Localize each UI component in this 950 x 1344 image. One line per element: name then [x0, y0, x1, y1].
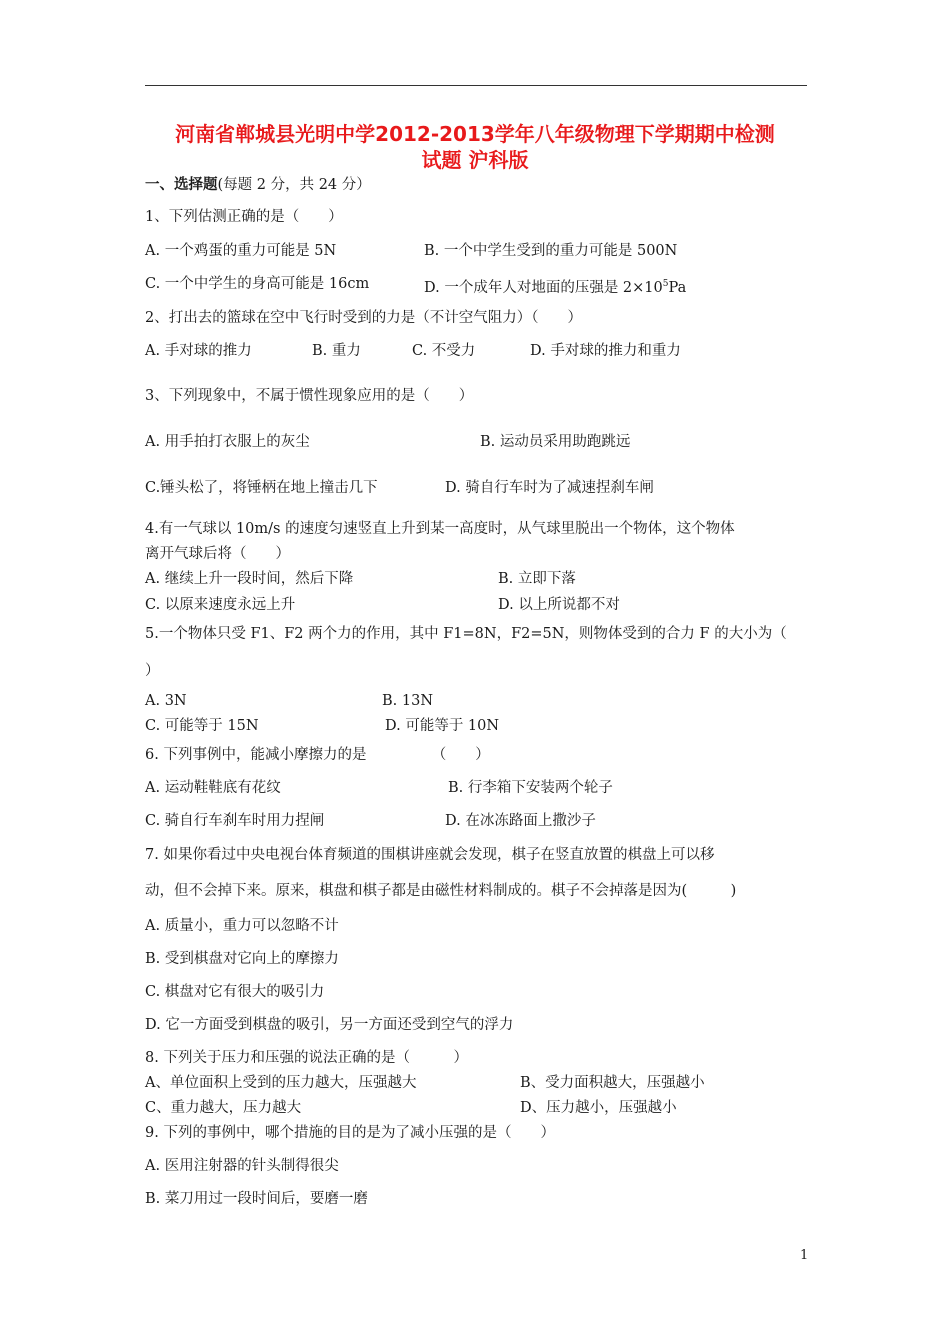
q4-option-d: D. 以上所说都不对	[498, 597, 620, 613]
q9-option-b: B. 菜刀用过一段时间后，要磨一磨	[145, 1191, 368, 1207]
q3-option-b: B. 运动员采用助跑跳远	[480, 434, 631, 450]
q9-stem: 9. 下列的事例中，哪个措施的目的是为了减小压强的是（ ）	[145, 1125, 555, 1141]
q3-option-d: D. 骑自行车时为了减速捏刹车闸	[445, 480, 654, 496]
q1-option-c: C. 一个中学生的身高可能是 16cm	[145, 276, 370, 292]
q7-option-c: C. 棋盘对它有很大的吸引力	[145, 984, 325, 1000]
section-title: 一、选择题	[145, 177, 218, 193]
q1-option-d-unit: Pa	[668, 280, 687, 296]
q8-option-c: C、重力越大，压力越大	[145, 1100, 302, 1116]
q7-option-a: A. 质量小，重力可以忽略不计	[145, 918, 339, 934]
q5-option-a: A. 3N	[145, 693, 187, 709]
q7-stem-line1: 7. 如果你看过中央电视台体育频道的围棋讲座就会发现，棋子在竖直放置的棋盘上可以移	[145, 847, 715, 863]
q1-stem: 1、下列估测正确的是（ ）	[145, 209, 343, 225]
q6-stem: 6. 下列事例中，能减小摩擦力的是 （ ）	[145, 747, 490, 763]
q2-option-d: D. 手对球的推力和重力	[530, 343, 681, 359]
q3-stem: 3、下列现象中，不属于惯性现象应用的是（ ）	[145, 388, 474, 404]
q6-option-d: D. 在冰冻路面上撒沙子	[445, 813, 596, 829]
q5-option-c: C. 可能等于 15N	[145, 718, 259, 734]
q7-stem-line2: 动，但不会掉下来。原来，棋盘和棋子都是由磁性材料制成的。棋子不会掉落是因为( )	[145, 883, 737, 899]
q1-option-d-text: D. 一个成年人对地面的压强是 2×10	[424, 280, 663, 296]
q6-option-b: B. 行李箱下安装两个轮子	[448, 780, 613, 796]
q4-stem-line2: 离开气球后将（ ）	[145, 546, 290, 562]
q1-option-d	[424, 275, 686, 297]
q6-option-a: A. 运动鞋鞋底有花纹	[145, 780, 281, 796]
q7-option-b: B. 受到棋盘对它向上的摩擦力	[145, 951, 339, 967]
section-heading	[145, 176, 371, 194]
q4-option-b: B. 立即下落	[498, 571, 576, 587]
q4-option-c: C. 以原来速度永远上升	[145, 597, 296, 613]
section-note: (每题 2 分，共 24 分）	[217, 177, 371, 193]
q8-stem: 8. 下列关于压力和压强的说法正确的是（ ）	[145, 1050, 468, 1066]
q3-option-a: A. 用手拍打衣服上的灰尘	[145, 434, 310, 450]
document-title-line1: 河南省郸城县光明中学2012-2013学年八年级物理下学期期中检测	[175, 122, 775, 146]
q5-option-d: D. 可能等于 10N	[385, 718, 500, 734]
q2-option-b: B. 重力	[312, 343, 361, 359]
q5-option-b: B. 13N	[382, 693, 434, 709]
document-title-line2: 试题 沪科版	[421, 148, 529, 172]
q8-option-a: A、单位面积上受到的压力越大，压强越大	[145, 1075, 417, 1091]
q2-stem: 2、打出去的篮球在空中飞行时受到的力是（不计空气阻力）（ ）	[145, 310, 582, 326]
q4-option-a: A. 继续上升一段时间，然后下降	[145, 571, 354, 587]
q1-option-d-exponent: 5	[662, 279, 669, 289]
q8-option-b: B、受力面积越大，压强越小	[520, 1075, 705, 1091]
q5-stem-line2: ）	[145, 663, 160, 679]
q3-option-c: C.锤头松了，将锤柄在地上撞击几下	[145, 480, 378, 496]
q2-option-a: A. 手对球的推力	[145, 343, 252, 359]
q7-option-d: D. 它一方面受到棋盘的吸引，另一方面还受到空气的浮力	[145, 1017, 514, 1033]
header-rule	[145, 85, 807, 86]
q9-option-a: A. 医用注射器的针头制得很尖	[145, 1158, 339, 1174]
q5-stem-line1: 5.一个物体只受 F1、F2 两个力的作用，其中 F1=8N，F2=5N，则物体受到的合力 F 的大小为（	[145, 626, 787, 642]
q1-option-b: B. 一个中学生受到的重力可能是 500N	[424, 243, 678, 259]
q4-stem-line1: 4.有一气球以 10m/s 的速度匀速竖直上升到某一高度时，从气球里脱出一个物体，这个物体	[145, 521, 735, 537]
page-number: 1	[800, 1248, 809, 1263]
q1-option-a: A. 一个鸡蛋的重力可能是 5N	[145, 243, 337, 259]
q8-option-d: D、压力越小，压强越小	[520, 1100, 677, 1116]
q2-option-c: C. 不受力	[412, 343, 476, 359]
q6-option-c: C. 骑自行车刹车时用力捏闸	[145, 813, 325, 829]
